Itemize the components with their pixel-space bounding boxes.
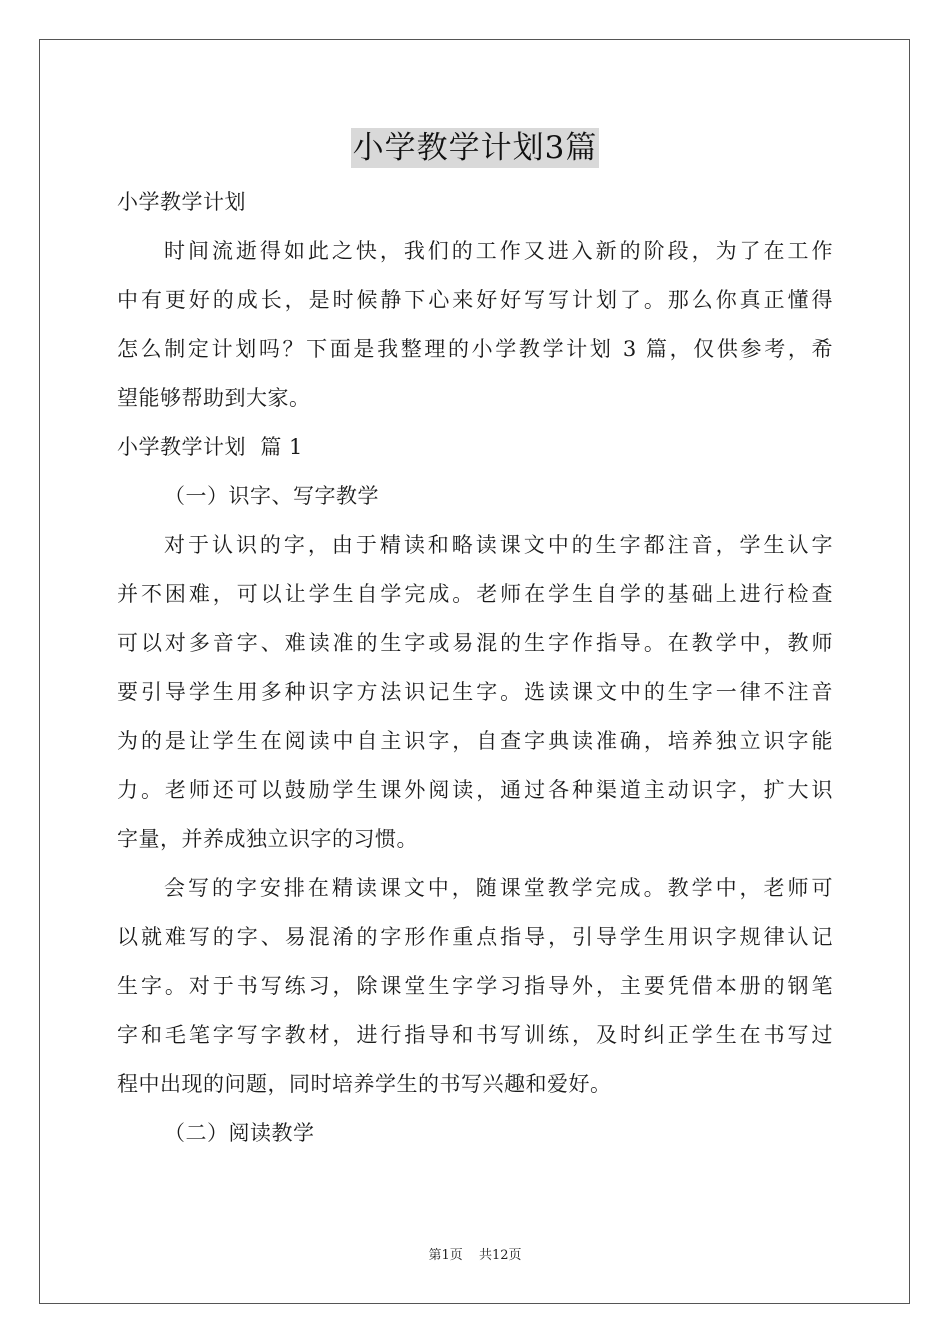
paragraph-line: 以就难写的字、易混淆的字形作重点指导，引导学生用识字规律认记 [117,925,833,949]
paragraph-line: 程中出现的问题，同时培养学生的书写兴趣和爱好。 [117,1072,612,1096]
paragraph-line: 力。老师还可以鼓励学生课外阅读，通过各种渠道主动识字，扩大识 [117,778,833,802]
paragraph-line: 字和毛笔字写字教材，进行指导和书写训练，及时纠正学生在书写过 [117,1023,833,1047]
paragraph-line: 并不困难，可以让学生自学完成。老师在学生自学的基础上进行检查 [117,582,833,606]
subsection-heading: （一）识字、写字教学 [164,484,379,508]
section-heading: 小学教学计划 篇 1 [117,435,303,459]
document-title: 小学教学计划3篇 [352,130,598,166]
paragraph-line: 要引导学生用多种识字方法识记生字。选读课文中的生字一律不注音 [117,680,833,704]
page-total: 共12页 [478,1248,522,1263]
paragraph-line: 为的是让学生在阅读中自主识字，自查字典读准确，培养独立识字能 [117,729,833,753]
paragraph-line: 时间流逝得如此之快，我们的工作又进入新的阶段，为了在工作 [164,239,833,263]
paragraph-line: 中有更好的成长，是时候静下心来好好写写计划了。那么你真正懂得 [117,288,833,312]
subsection-heading: （二）阅读教学 [164,1121,315,1145]
paragraph-line: 对于认识的字，由于精读和略读课文中的生字都注音，学生认字 [164,533,833,557]
paragraph-line: 会写的字安排在精读课文中，随课堂教学完成。教学中，老师可 [164,876,833,900]
paragraph-line: 可以对多音字、难读准的生字或易混的生字作指导。在教学中，教师 [117,631,833,655]
document-body [117,178,833,1158]
title-container [0,128,950,168]
page-number: 第1页 [428,1248,463,1263]
paragraph-line: 望能够帮助到大家。 [117,386,311,410]
paragraph-line: 字量，并养成独立识字的习惯。 [117,827,418,851]
paragraph-line: 生字。对于书写练习，除课堂生字学习指导外，主要凭借本册的钢笔 [117,974,833,998]
paragraph-line: 怎么制定计划吗？下面是我整理的小学教学计划 3 篇，仅供参考，希 [117,337,833,361]
section-heading: 小学教学计划 [117,190,246,214]
page-footer [0,1244,950,1263]
